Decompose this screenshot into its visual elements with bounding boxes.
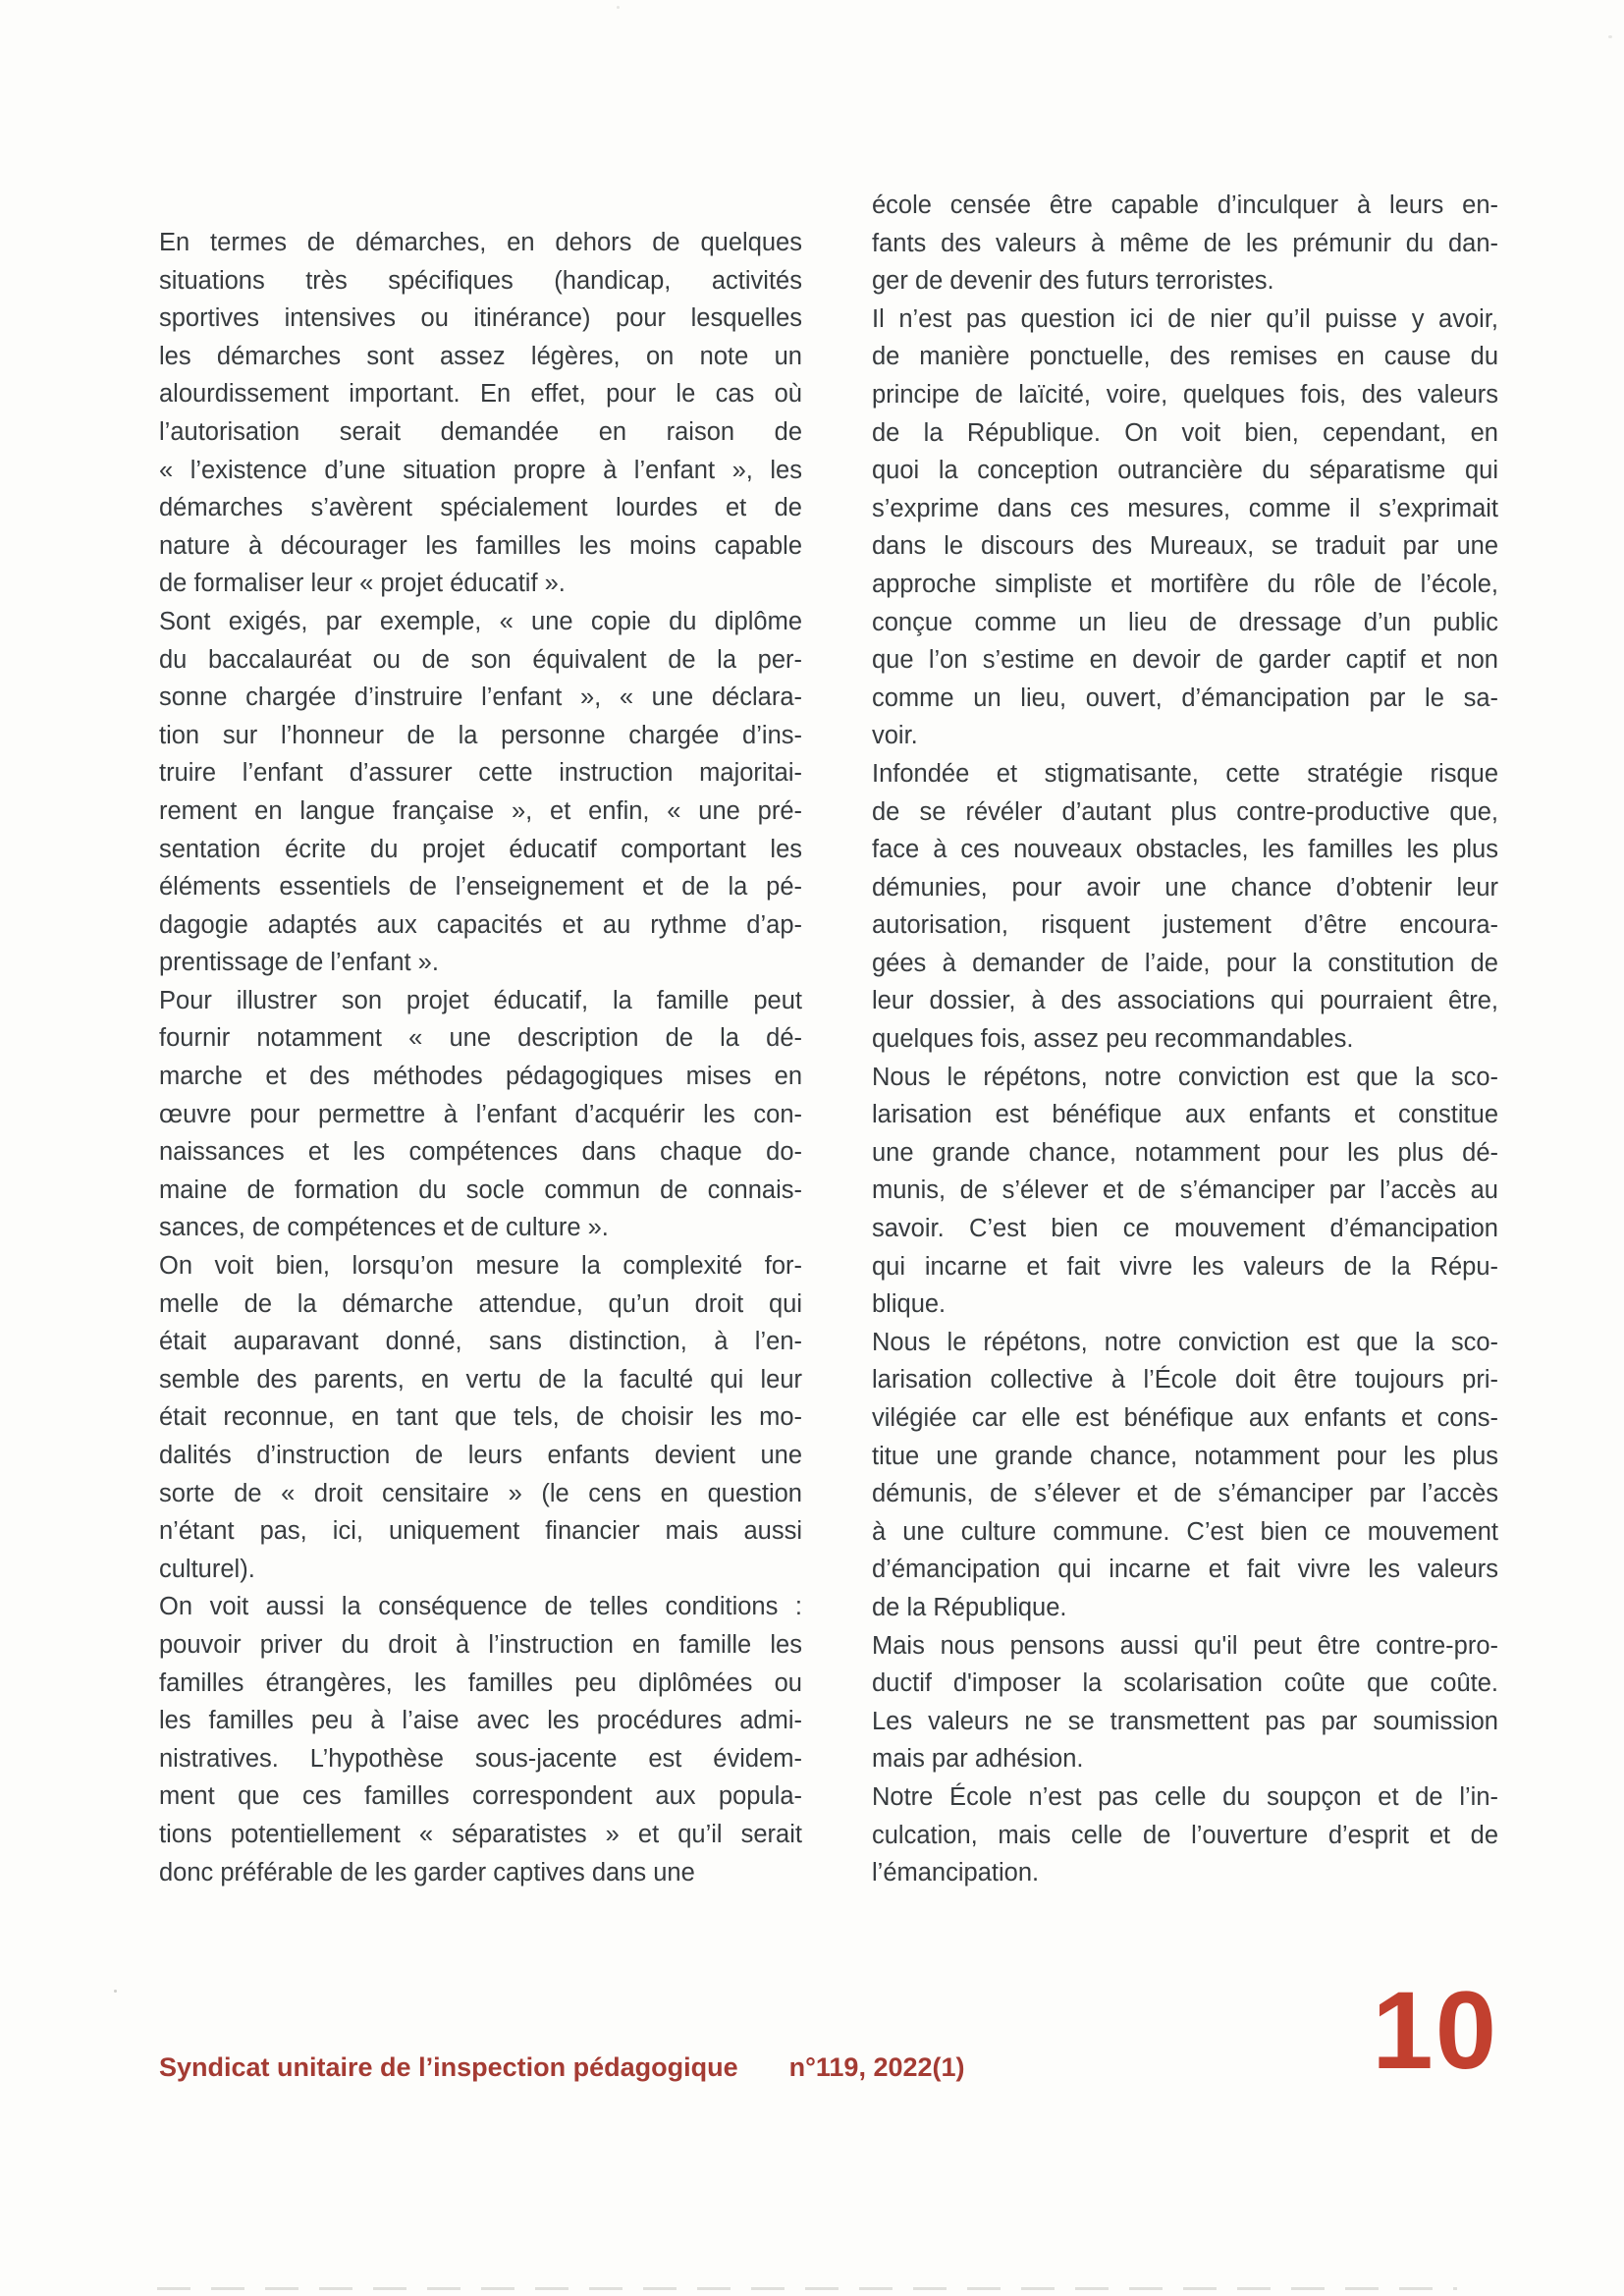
text-line: situations très spécifiques (handicap, activités xyxy=(159,266,802,295)
text-line: démarches s’avèrent spécialement lourdes et de xyxy=(159,494,802,522)
text-line: On voit bien, lorsqu’on mesure la complexité for- xyxy=(159,1252,802,1281)
paragraph xyxy=(872,1324,1498,1627)
text-line: Sont exigés, par exemple, « une copie du diplôme xyxy=(159,607,802,635)
text-line: tion sur l’honneur de la personne chargée d’ins- xyxy=(159,721,802,749)
text-line: du baccalauréat ou de son équivalent de la per- xyxy=(159,645,802,674)
text-line: ger de devenir des futurs terroristes. xyxy=(872,267,1274,296)
text-line: pouvoir priver du droit à l’instruction en famille les xyxy=(159,1630,802,1659)
text-line: ductif d'imposer la scolarisation coûte que coûte. xyxy=(872,1669,1498,1698)
text-line: à une culture commune. C’est bien ce mouvement xyxy=(872,1517,1498,1546)
text-line: nature à décourager les familles les moins capable xyxy=(159,531,802,560)
text-line: de se révéler d’autant plus contre-productive que, xyxy=(872,797,1498,826)
text-line: de la République. On voit bien, cependant, en xyxy=(872,418,1498,447)
text-column-right xyxy=(872,187,1498,1892)
text-line: l’autorisation serait demandée en raison de xyxy=(159,417,802,446)
text-line: blique. xyxy=(872,1290,947,1319)
paragraph xyxy=(159,224,802,603)
footer-issue-number: n°119, 2022(1) xyxy=(788,2052,965,2082)
text-line: munis, de s’élever et de s’émanciper par l’accès au xyxy=(872,1176,1498,1205)
text-line: autorisation, risquent justement d’être encoura- xyxy=(872,911,1498,940)
text-line: larisation est bénéfique aux enfants et constitue xyxy=(872,1101,1498,1129)
text-line: sances, de compétences et de culture ». xyxy=(159,1214,609,1242)
text-line: Les valeurs ne se transmettent pas par soumission xyxy=(872,1707,1498,1735)
scan-speck xyxy=(114,1990,117,1993)
paragraph xyxy=(159,1588,802,1891)
text-line: Mais nous pensons aussi qu'il peut être contre-pro- xyxy=(872,1631,1498,1660)
text-line: familles étrangères, les familles peu diplômées ou xyxy=(159,1668,802,1697)
text-line: sonne chargée d’instruire l’enfant », « une déclara- xyxy=(159,683,802,712)
text-line: ment que ces familles correspondent aux popula- xyxy=(159,1782,802,1811)
text-line: s’exprime dans ces mesures, comme il s’exprimait xyxy=(872,494,1498,522)
text-line: larisation collective à l’École doit être toujours pri- xyxy=(872,1366,1498,1394)
text-line: conçue comme un lieu de dressage d’un public xyxy=(872,608,1498,636)
text-line: culcation, mais celle de l’ouverture d’esprit et de xyxy=(872,1821,1498,1849)
text-line: quoi la conception outrancière du séparatisme qui xyxy=(872,457,1498,485)
text-line: face à ces nouveaux obstacles, les familles les plus xyxy=(872,836,1498,864)
text-line: gées à demander de l’aide, pour la constitution de xyxy=(872,949,1498,977)
text-line: principe de laïcité, voire, quelques fois, des valeurs xyxy=(872,380,1498,409)
text-line: qui incarne et fait vivre les valeurs de la Répu- xyxy=(872,1252,1498,1281)
text-line: les familles peu à l’aise avec les procédures admi- xyxy=(159,1707,802,1735)
text-line: de la République. xyxy=(872,1593,1067,1621)
paragraph xyxy=(872,1059,1498,1324)
paragraph xyxy=(872,187,1498,301)
text-line: maine de formation du socle commun de connais- xyxy=(159,1175,802,1204)
text-line: fants des valeurs à même de les prémunir du dan- xyxy=(872,229,1498,257)
paragraph xyxy=(872,301,1498,755)
text-line: On voit aussi la conséquence de telles conditions : xyxy=(159,1593,802,1621)
text-line: dagogie adaptés aux capacités et au rythme d’ap- xyxy=(159,910,802,939)
text-line: démunies, pour avoir une chance d’obtenir leur xyxy=(872,873,1498,902)
text-line: l’émancipation. xyxy=(872,1859,1040,1887)
text-column-left xyxy=(159,224,802,1891)
text-line: comme un lieu, ouvert, d’émancipation par le sa- xyxy=(872,683,1498,712)
text-line: « l’existence d’une situation propre à l’enfant », les xyxy=(159,456,802,484)
text-line: éléments essentiels de l’enseignement et de la pé- xyxy=(159,873,802,902)
text-line: titue une grande chance, notamment pour les plus xyxy=(872,1442,1498,1470)
paragraph xyxy=(872,755,1498,1059)
text-line: approche simpliste et mortifère du rôle de l’école, xyxy=(872,570,1498,598)
text-line: alourdissement important. En effet, pour le cas où xyxy=(159,380,802,409)
paragraph xyxy=(159,603,802,982)
text-line: dalités d’instruction de leurs enfants devient une xyxy=(159,1442,802,1469)
text-line: Notre École n’est pas celle du soupçon et de l’in- xyxy=(872,1782,1498,1811)
paragraph xyxy=(872,1627,1498,1778)
text-line: tions potentiellement « séparatistes » et qu’il serait xyxy=(159,1820,802,1848)
paragraph xyxy=(159,982,802,1247)
text-line: En termes de démarches, en dehors de quelques xyxy=(159,229,802,256)
text-line: d’émancipation qui incarne et fait vivre les valeurs xyxy=(872,1556,1498,1584)
text-line: quelques fois, assez peu recommandables. xyxy=(872,1025,1354,1054)
text-line: de formaliser leur « projet éducatif ». xyxy=(159,570,566,598)
scan-speck xyxy=(617,6,620,9)
text-line: fournir notamment « une description de la dé- xyxy=(159,1024,802,1053)
text-line: melle de la démarche attendue, qu’un droit qui xyxy=(159,1289,802,1318)
text-line: Infondée et stigmatisante, cette stratégie risque xyxy=(872,759,1498,788)
text-line: n’étant pas, ici, uniquement financier mais aussi xyxy=(159,1517,802,1546)
text-line: dans le discours des Mureaux, se traduit par une xyxy=(872,532,1498,561)
text-line: nistratives. L’hypothèse sous-jacente est évidem- xyxy=(159,1744,802,1773)
text-line: savoir. C’est bien ce mouvement d’émancipation xyxy=(872,1215,1498,1243)
text-line: donc préférable de les garder captives dans une xyxy=(159,1858,695,1886)
paragraph xyxy=(872,1778,1498,1892)
text-line: école censée être capable d’inculquer à leurs en- xyxy=(872,191,1498,219)
text-line: les démarches sont assez légères, on note un xyxy=(159,342,802,370)
text-line: était auparavant donné, sans distinction, à l’en- xyxy=(159,1328,802,1356)
footer-organization: Syndicat unitaire de l’inspection pédagogique xyxy=(159,2052,738,2082)
text-line: truire l’enfant d’assurer cette instruction majoritai- xyxy=(159,759,802,788)
text-line: une grande chance, notamment pour les plus dé- xyxy=(872,1138,1498,1167)
bottom-scan-artifact xyxy=(157,2287,1457,2290)
paragraph xyxy=(159,1247,802,1588)
text-line: était reconnue, en tant que tels, de choisir les mo- xyxy=(159,1403,802,1432)
text-line: œuvre pour permettre à l’enfant d’acquérir les con- xyxy=(159,1100,802,1128)
text-line: sportives intensives ou itinérance) pour lesquelles xyxy=(159,304,802,333)
text-line: mais par adhésion. xyxy=(872,1745,1084,1774)
text-line: Il n’est pas question ici de nier qu’il puisse y avoir, xyxy=(872,304,1498,333)
page-footer xyxy=(159,2052,965,2083)
text-line: marche et des méthodes pédagogiques mises en xyxy=(159,1063,802,1091)
text-line: vilégiée car elle est bénéfique aux enfants et cons- xyxy=(872,1404,1498,1432)
text-line: démunis, de s’élever et de s’émanciper par l’accès xyxy=(872,1480,1498,1508)
text-line: que l’on s’estime en devoir de garder captif et non xyxy=(872,646,1498,675)
text-line: voir. xyxy=(872,722,918,750)
text-line: prentissage de l’enfant ». xyxy=(159,949,439,977)
page-number: 10 xyxy=(1372,1969,1498,2092)
text-line: semble des parents, en vertu de la faculté qui leur xyxy=(159,1365,802,1394)
text-line: rement en langue française », et enfin, « une pré- xyxy=(159,796,802,825)
scan-speck xyxy=(1608,35,1612,38)
text-line: Pour illustrer son projet éducatif, la famille peut xyxy=(159,986,802,1014)
text-line: de manière ponctuelle, des remises en cause du xyxy=(872,343,1498,371)
text-line: Nous le répétons, notre conviction est que la sco- xyxy=(872,1063,1498,1091)
text-line: naissances et les compétences dans chaque do- xyxy=(159,1138,802,1167)
text-line: culturel). xyxy=(159,1555,255,1583)
text-line: sorte de « droit censitaire » (le cens en question xyxy=(159,1479,802,1507)
text-line: Nous le répétons, notre conviction est que la sco- xyxy=(872,1328,1498,1356)
text-line: leur dossier, à des associations qui pourraient être, xyxy=(872,987,1498,1015)
text-line: sentation écrite du projet éducatif comportant les xyxy=(159,835,802,863)
